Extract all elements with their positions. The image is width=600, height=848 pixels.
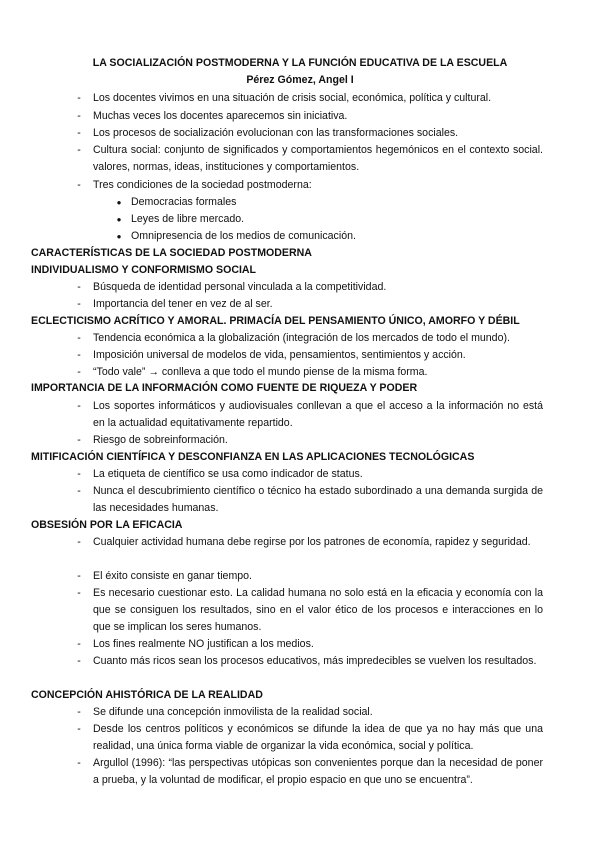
section-heading: CONCEPCIÓN AHISTÓRICA DE LA REALIDAD: [31, 689, 263, 701]
list-dash: -: [77, 570, 81, 582]
list-item: Tendencia económica a la globalización (integración de los mercados de todo el mundo).: [93, 332, 510, 344]
list-item: Se difunde una concepción inmovilista de la realidad social.: [93, 706, 373, 718]
list-item: “Todo vale” → conlleva a que todo el mundo piense de la misma forma.: [93, 366, 428, 378]
list-item: El éxito consiste en ganar tiempo.: [93, 570, 252, 582]
section-heading: OBSESIÓN POR LA EFICACIA: [31, 519, 183, 531]
bullet: ●: [116, 232, 122, 241]
list-dash: -: [77, 332, 81, 344]
list-item: Los procesos de socialización evolucionan con las transformaciones sociales.: [93, 127, 459, 139]
list-item: Nunca el descubrimiento científico o técnico ha estado subordinado a una demanda surgida de las necesidades humanas.: [93, 485, 543, 515]
list-dash: -: [77, 281, 81, 293]
section-heading: INDIVIDUALISMO Y CONFORMISMO SOCIAL: [31, 264, 257, 276]
document-author: Pérez Gómez, Angel I: [246, 74, 354, 86]
bullet: ●: [116, 215, 122, 224]
list-dash: -: [77, 366, 81, 378]
list-dash: -: [77, 536, 81, 548]
list-item: Cultura social: conjunto de significados y comportamientos hegemónicos en el contexto social. valores, normas, ideas, instituciones y comportamientos.: [93, 144, 543, 174]
list-dash: -: [77, 655, 81, 667]
bullet-item: Omnipresencia de los medios de comunicación.: [131, 230, 356, 242]
section-heading-main: CARACTERÍSTICAS DE LA SOCIEDAD POSTMODERNA: [31, 247, 312, 259]
list-dash: -: [77, 144, 81, 156]
list-dash: -: [77, 468, 81, 480]
list-dash: -: [77, 723, 81, 735]
list-dash: -: [77, 434, 81, 446]
bullet-item: Leyes de libre mercado.: [131, 213, 245, 225]
list-dash: -: [77, 127, 81, 139]
list-item: Desde los centros políticos y económicos se difunde la idea de que ya no hay más que una realidad, una única forma viable de organizar la vida económica, social y política.: [93, 723, 543, 753]
list-item: Los docentes vivimos en una situación de crisis social, económica, política y cultural.: [93, 92, 492, 104]
list-item: Imposición universal de modelos de vida, pensamientos, sentimientos y acción.: [93, 349, 466, 361]
list-dash: -: [77, 587, 81, 599]
list-dash: -: [77, 638, 81, 650]
list-item: Riesgo de sobreinformación.: [93, 434, 228, 446]
list-item: Los soportes informáticos y audiovisuales conllevan a que el acceso a la información no está en la actualidad equitativamente repartido.: [93, 400, 543, 430]
list-dash: -: [77, 706, 81, 718]
list-item: Argullol (1996): “las perspectivas utópicas son convenientes porque dan la necesidad de poner a prueba, y la voluntad de modificar, el propio espacio en que uno se encuentra”.: [93, 757, 543, 787]
bullet-item: Democracias formales: [131, 196, 237, 208]
list-item: Importancia del tener en vez de al ser.: [93, 298, 273, 310]
list-item: Es necesario cuestionar esto. La calidad humana no solo está en la eficacia y economía con la que se consiguen los resultados, sino en el valor ético de los procesos e interacciones en lo que se implican los seres humanos.: [93, 587, 543, 634]
list-item: Muchas veces los docentes aparecemos sin iniciativa.: [93, 110, 348, 122]
list-item: La etiqueta de científico se usa como indicador de status.: [93, 468, 363, 480]
list-dash: -: [77, 92, 81, 104]
list-dash: -: [77, 349, 81, 361]
list-item: Tres condiciones de la sociedad postmoderna:: [93, 179, 312, 191]
section-heading: IMPORTANCIA DE LA INFORMACIÓN COMO FUENTE DE RIQUEZA Y PODER: [31, 382, 418, 394]
list-dash: -: [77, 298, 81, 310]
section-heading: ECLECTICISMO ACRÍTICO Y AMORAL. PRIMACÍA DEL PENSAMIENTO ÚNICO, AMORFO Y DÉBIL: [31, 315, 520, 327]
section-heading: MITIFICACIÓN CIENTÍFICA Y DESCONFIANZA EN LAS APLICACIONES TECNOLÓGICAS: [31, 451, 475, 463]
list-dash: -: [77, 757, 81, 769]
list-dash: -: [77, 485, 81, 497]
list-item: Búsqueda de identidad personal vinculada a la competitividad.: [93, 281, 387, 293]
list-item: Cualquier actividad humana debe regirse por los patrones de economía, rapidez y seguridad.: [93, 536, 531, 548]
bullet: ●: [116, 198, 122, 207]
document-title: LA SOCIALIZACIÓN POSTMODERNA Y LA FUNCIÓN EDUCATIVA DE LA ESCUELA: [92, 57, 508, 69]
list-dash: -: [77, 400, 81, 412]
list-dash: -: [77, 110, 81, 122]
list-item: Cuanto más ricos sean los procesos educativos, más impredecibles se vuelven los resultados.: [93, 655, 537, 667]
list-item: Los fines realmente NO justifican a los medios.: [93, 638, 314, 650]
list-dash: -: [77, 179, 81, 191]
